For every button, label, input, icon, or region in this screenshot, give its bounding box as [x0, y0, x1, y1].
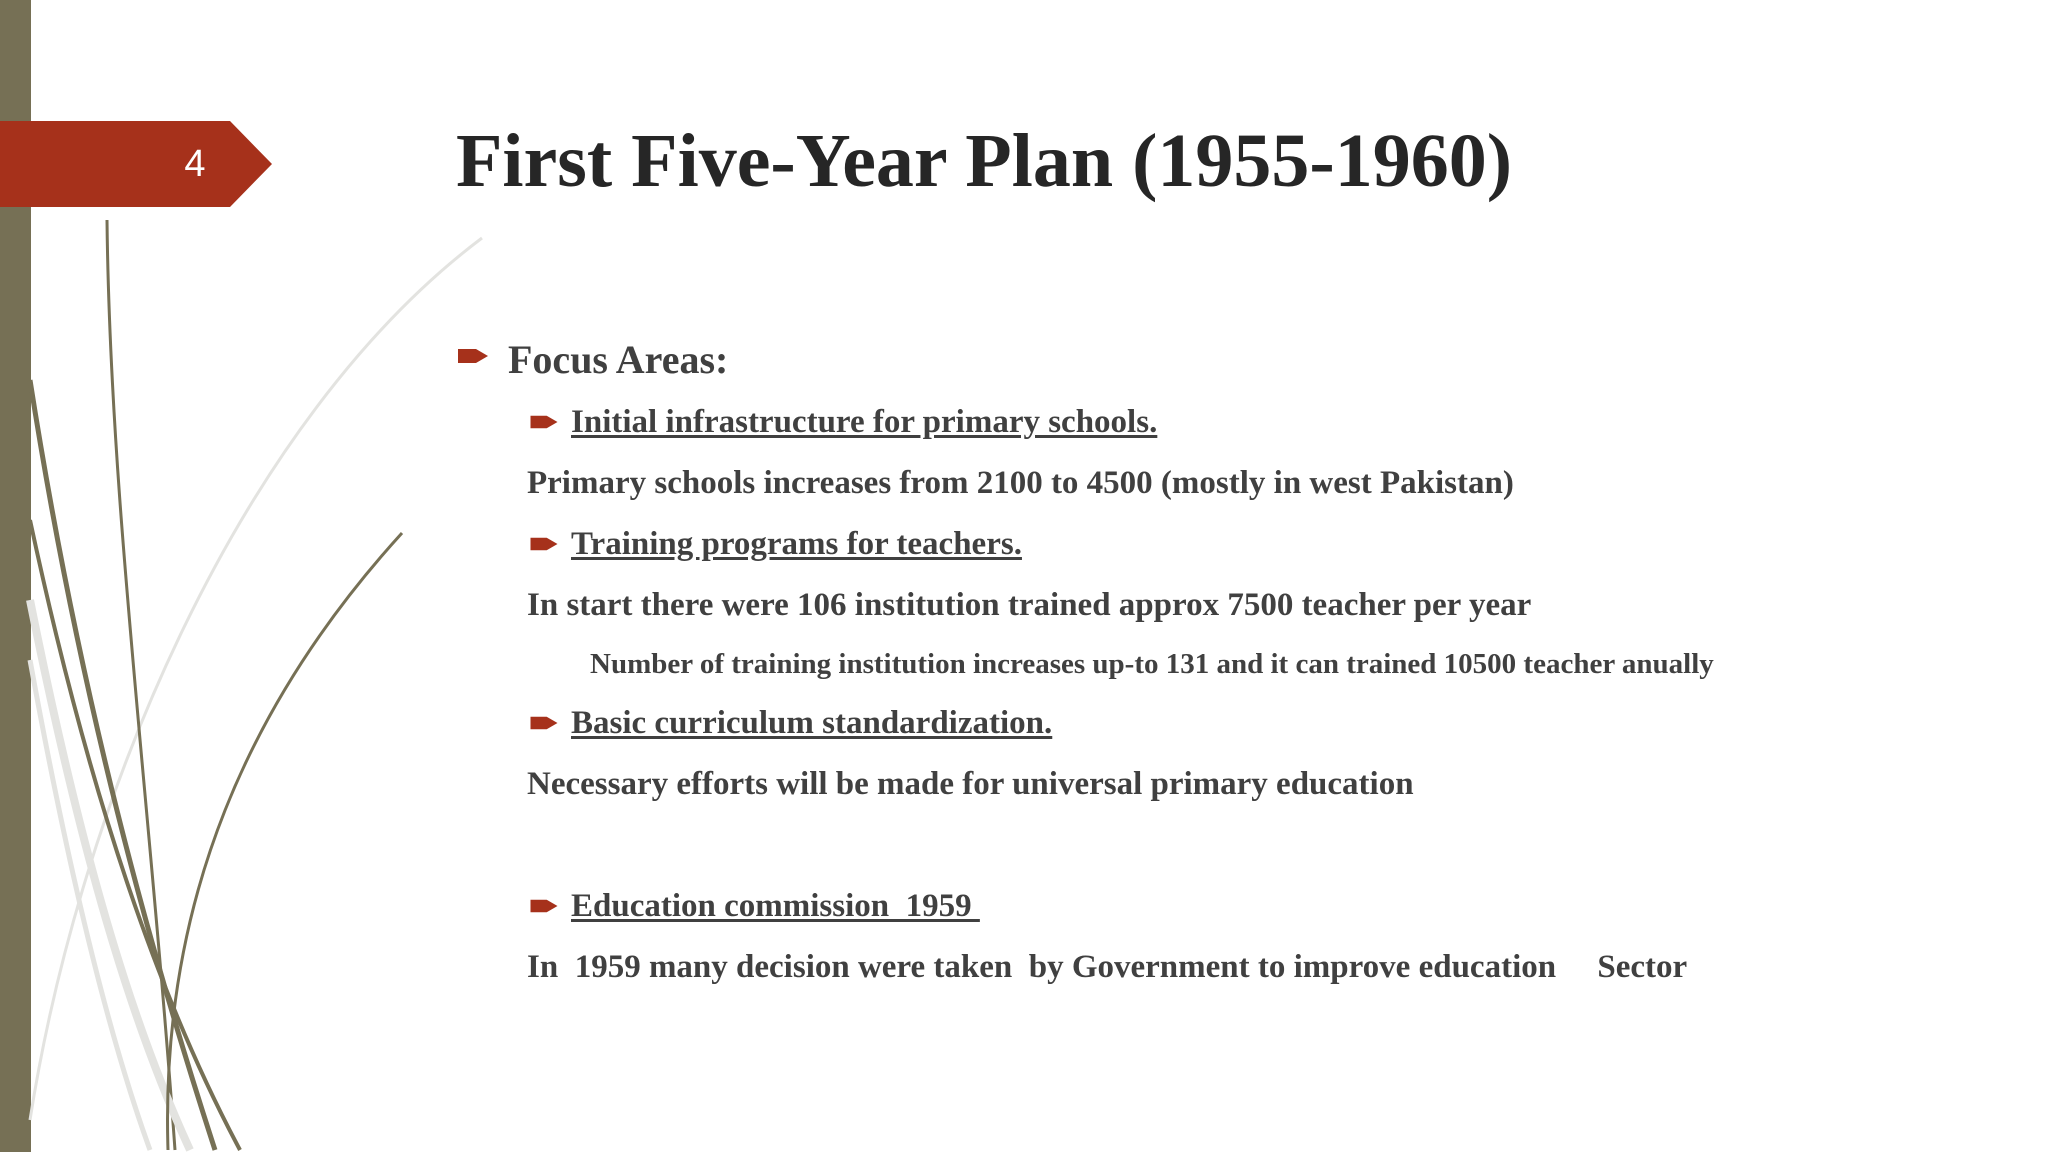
arrow-bullet-icon: [530, 413, 560, 433]
slide-number: 4: [184, 143, 206, 185]
slide-title: First Five-Year Plan (1955-1960): [456, 119, 1513, 203]
arrow-bullet-icon: [530, 535, 560, 555]
item-commission-detail: In 1959 many decision were taken by Government to improve education Sector: [527, 949, 1688, 985]
item-curriculum: Basic curriculum standardization.: [571, 705, 1053, 741]
slide-number-badge: [0, 121, 272, 207]
arrow-bullet-icon: [530, 714, 560, 734]
item-infrastructure-detail: Primary schools increases from 2100 to 4500 (mostly in west Pakistan): [527, 465, 1514, 501]
item-curriculum-detail: Necessary efforts will be made for universal primary education: [527, 766, 1414, 802]
arrow-bullet-icon: [458, 346, 488, 366]
item-training-detail: In start there were 106 institution trained approx 7500 teacher per year: [527, 587, 1532, 623]
item-commission: Education commission 1959: [571, 888, 980, 924]
item-training-subdetail: Number of training institution increases up-to 131 and it can trained 10500 teacher anually: [590, 648, 1714, 680]
item-training: Training programs for teachers.: [571, 526, 1022, 562]
item-infrastructure: Initial infrastructure for primary schools.: [571, 404, 1158, 440]
arrow-bullet-icon: [530, 897, 560, 917]
focus-areas-heading: Focus Areas:: [508, 337, 729, 382]
